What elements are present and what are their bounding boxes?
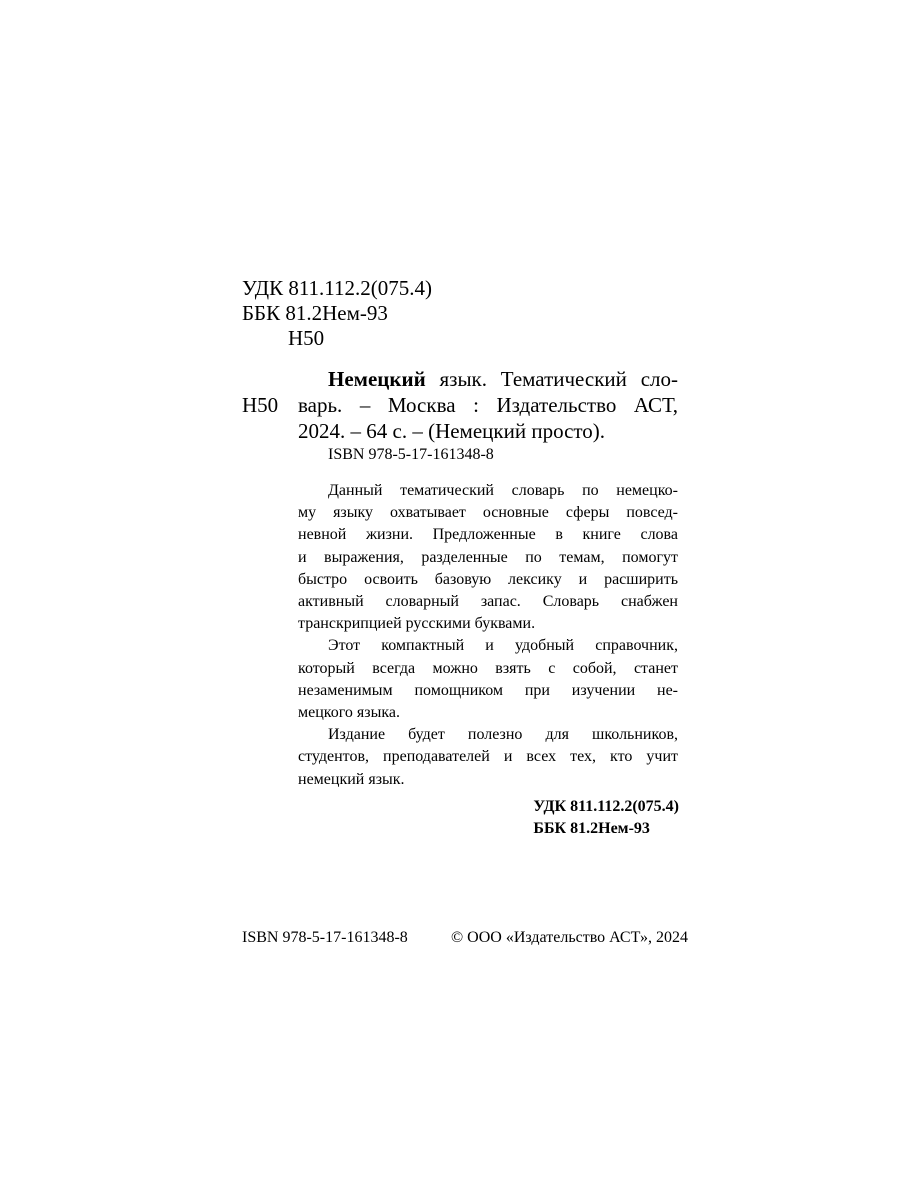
bbk-code-bottom: ББК 81.2Нем-93 — [533, 820, 650, 837]
annotation-line: немецкий язык. — [298, 770, 405, 788]
annotation — [298, 480, 678, 791]
annotation-line: незаменимым помощником при изучении не- — [298, 681, 678, 699]
annotation-line: который всегда можно взять с собой, станет — [298, 659, 678, 677]
annotation-line: Этот компактный и удобный справочник, — [328, 637, 678, 655]
copyright: © ООО «Издательство АСТ», 2024 — [451, 929, 688, 946]
author-mark-side: Н50 — [242, 393, 279, 417]
classification-codes — [533, 796, 679, 840]
annotation-line: Данный тематический словарь по немецко- — [328, 482, 678, 499]
bbk-code: ББК 81.2Нем-93 — [242, 301, 388, 325]
title-rest: язык. Тематический сло- — [425, 367, 678, 391]
annotation-line: мецкого языка. — [298, 704, 400, 722]
annotation-line: Издание будет полезно для школьников, — [328, 726, 678, 744]
annotation-line: транскрипцией русскими буквами. — [298, 615, 536, 633]
annotation-line: студентов, преподавателей и всех тех, кто учит — [298, 748, 678, 766]
annotation-line: му языку охватывает основные сферы повсед- — [298, 504, 678, 522]
description-line-3: 2024. – 64 с. – (Немецкий просто). — [298, 419, 606, 443]
isbn-footer: ISBN 978-5-17-161348-8 — [242, 929, 408, 946]
description-line-2: варь. – Москва : Издательство АСТ, — [298, 393, 678, 417]
annotation-line: активный словарный запас. Словарь снабжен — [298, 593, 678, 611]
annotation-line: быстро освоить базовую лексику и расширить — [298, 570, 678, 588]
udk-code: УДК 811.112.2(075.4) — [242, 276, 433, 300]
annotation-line: и выражения, разделенные по темам, помогут — [298, 548, 678, 566]
description-line-1 — [298, 366, 678, 392]
title-bold: Немецкий — [328, 367, 426, 391]
bibliographic-description — [298, 366, 678, 444]
annotation-line: невной жизни. Предложенные в книге слова — [298, 526, 678, 544]
udk-code-bottom: УДК 811.112.2(075.4) — [533, 798, 679, 815]
isbn-entry: ISBN 978-5-17-161348-8 — [328, 446, 494, 463]
author-mark: Н50 — [288, 326, 325, 350]
